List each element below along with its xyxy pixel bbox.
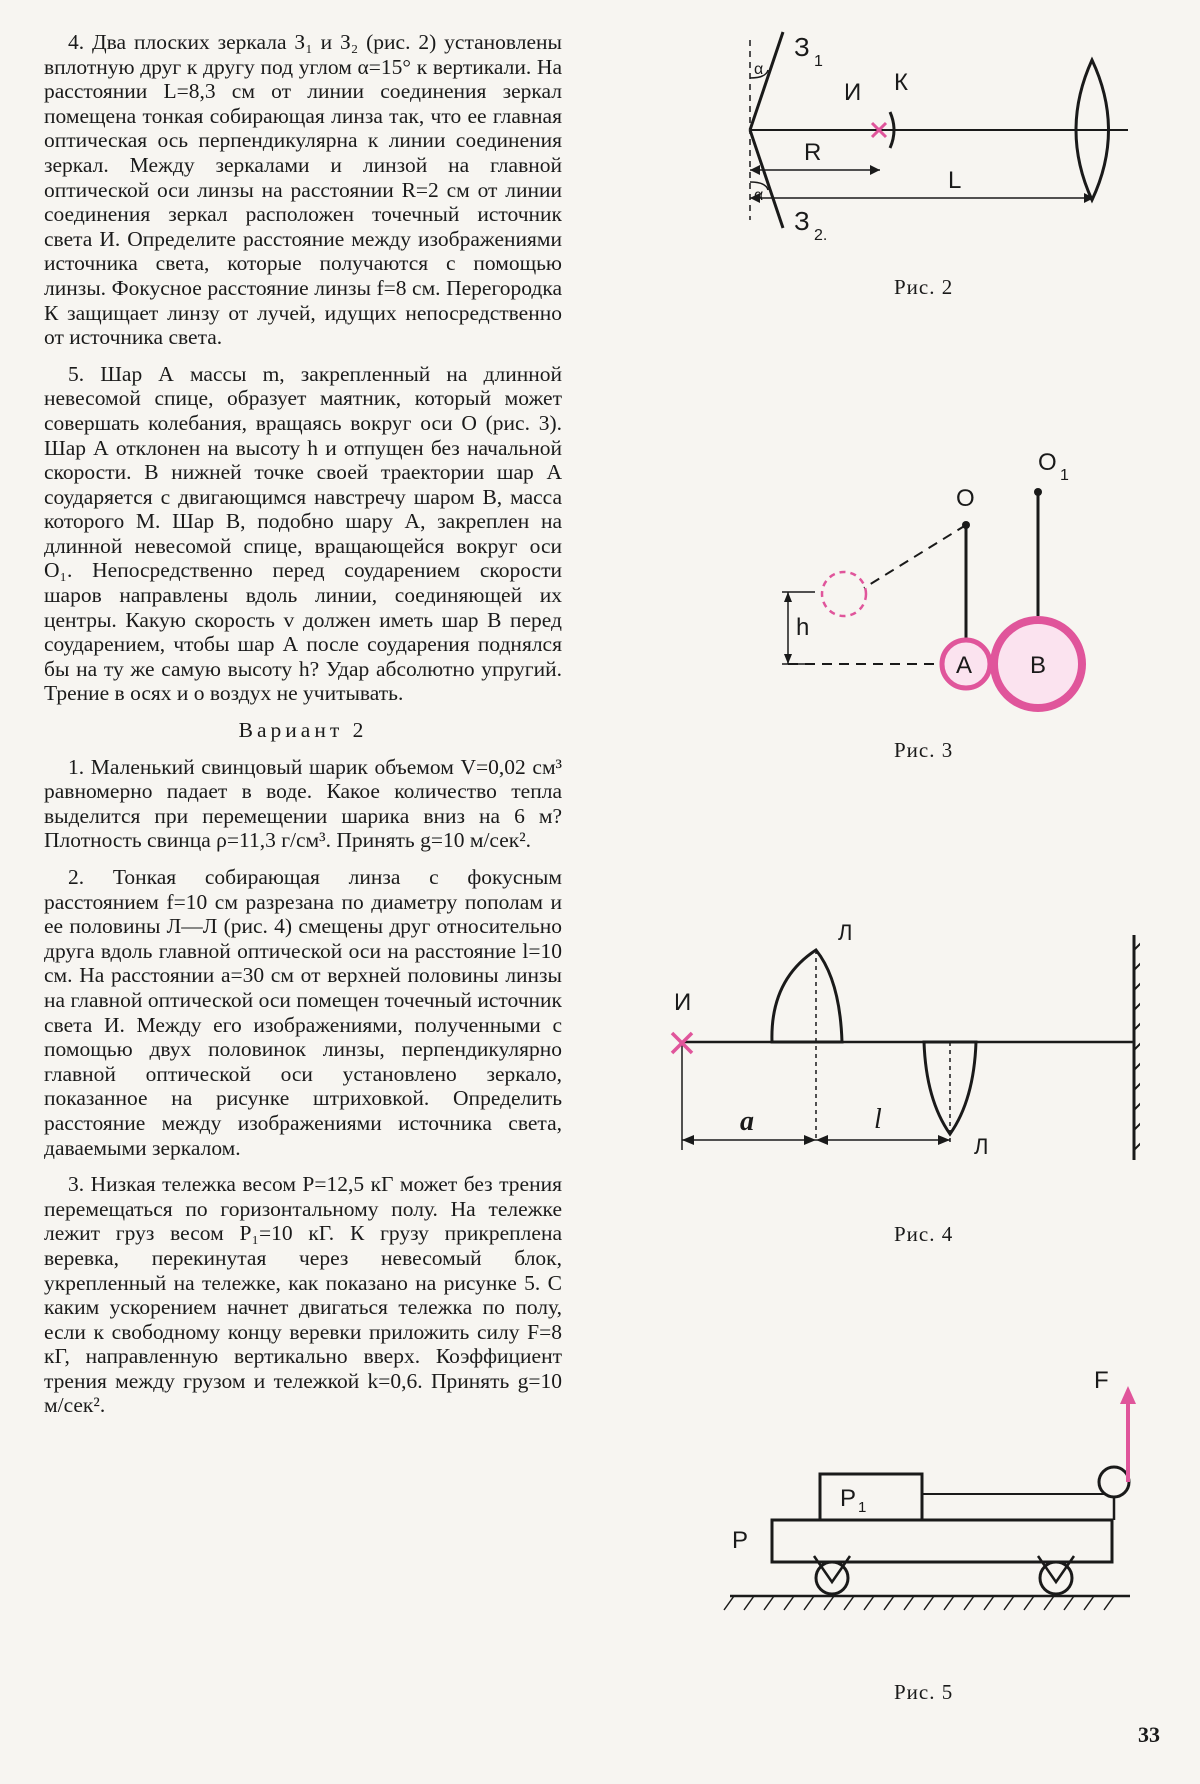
label-o1-sub: 1 xyxy=(1060,467,1069,484)
lens-half-top xyxy=(772,950,842,1042)
lens-half-bottom xyxy=(924,1042,976,1134)
label-p: P xyxy=(732,1527,749,1554)
label-l: L xyxy=(948,167,962,194)
problem-5: 5. Шар А массы m, закрепленный на длинной невесомой спице, образует маятник, который может совершать колебания, вращаясь вокруг оси О (рис. 3). Шар А отклонен на высоту h и отпущен без начальной скорости. В нижней точке своей траектории шар А соударяется с двигающимся навстречу шаром В, масса которого М. Шар В, подобно шару А, закреплен на длинной невесомой спице, вращающейся вокруг оси О₁. Непосредственно перед соударением скорости шаров направлены вдоль линии, соединяющей их центры. Какую скорость v должен иметь шар В перед соударением, чтобы шар А после соударения поднялся бы на ту же самую высоту h? Удар абсолютно упругий. Трение в осях и о воздух не учитывать. xyxy=(44,361,562,706)
label-r: R xyxy=(804,139,822,166)
caption-fig-3: Рис. 3 xyxy=(894,738,954,762)
label-screen: К xyxy=(894,69,908,96)
ball-a-displaced xyxy=(822,572,866,616)
label-p1-sub: 1 xyxy=(858,1499,867,1516)
variant2-problem-3: 3. Низкая тележка весом P=12,5 кГ может без трения перемещаться по горизонтальному полу. На тележке лежит груз весом P₁=10 кГ. К грузу прикреплена веревка, перекинутая через невесомый блок, укрепленный на тележке, как показано на рисунке 5. С каким ускорением начнет двигаться тележка по полу, если к свободному концу веревки приложить силу F=8 кГ, направленную вертикально вверх. Коэффициент трения между грузом и тележкой k=0,6. Принять g=10 м/сек². xyxy=(44,1172,562,1418)
label-lens-bottom: Л xyxy=(974,1134,989,1159)
load-p1 xyxy=(820,1474,922,1520)
label-alpha-top: α xyxy=(754,61,764,78)
label-o: О xyxy=(956,485,975,512)
mirror-z2 xyxy=(750,130,783,228)
label-z2-sub: 2. xyxy=(814,227,828,244)
variant2-problem-1: 1. Маленький свинцовый шарик объемом V=0,02 см³ равномерно падает в воде. Какое количество тепла выделится при перемещении шарика вниз на 6 м? Плотность свинца ρ=11,3 г/см³. Принять g=10 м/сек². xyxy=(44,754,562,853)
figure-4 xyxy=(660,910,1140,1170)
figure-5 xyxy=(720,1360,1150,1620)
label-f: F xyxy=(1094,1367,1109,1394)
label-source: И xyxy=(674,989,692,1016)
pulley xyxy=(1099,1467,1129,1497)
caption-fig-4: Рис. 4 xyxy=(894,1222,954,1246)
label-a: a xyxy=(740,1106,754,1137)
label-p1: P xyxy=(840,1485,857,1512)
caption-fig-2: Рис. 2 xyxy=(894,275,954,299)
figure-3 xyxy=(760,440,1100,720)
text-column xyxy=(44,30,562,1430)
label-source: И xyxy=(844,79,862,106)
variant-heading: Вариант 2 xyxy=(238,718,368,743)
label-h: h xyxy=(796,614,810,641)
label-b: В xyxy=(1030,652,1047,679)
figure-2 xyxy=(730,20,1130,250)
problem-4: 4. Два плоских зеркала З₁ и З₂ (рис. 2) установлены вплотную друг к другу под углом α=15° к вертикали. На расстоянии L=8,3 см от линии соединения зеркал помещена тонкая собирающая линза так, что ее главная оптическая ось перпендикулярна к линии соединения зеркал. Между зеркалами и линзой на главной оптической оси линзы на расстоянии R=2 см от линии соединения зеркал расположен точечный источник света И. Определите расстояние между изображениями источника света, которые получаются с помощью линзы. Фокусное расстояние линзы f=8 см. Перегородка К защищает линзу от лучей, идущих непосредственно от источника света. xyxy=(44,30,562,350)
caption-fig-5: Рис. 5 xyxy=(894,1680,954,1704)
label-lens-top: Л xyxy=(838,920,853,945)
mirror-z1 xyxy=(750,32,783,130)
label-z1: З xyxy=(794,32,810,62)
label-l: l xyxy=(874,1104,882,1135)
label-o1: О xyxy=(1038,449,1057,476)
label-z2: З xyxy=(794,206,810,236)
label-z1-sub: 1 xyxy=(814,53,823,70)
label-alpha-bottom: α xyxy=(754,187,764,204)
variant2-problem-2: 2. Тонкая собирающая линза с фокусным расстоянием f=10 см разрезана по диаметру пополам и ее половины Л—Л (рис. 4) смещены друг относительно друга вдоль главной оптической оси на расстояние l=10 см. На расстоянии a=30 см от верхней половины линзы на главной оптической оси помещен точечный источник света И. Между его изображениями, полученными с помощью двух половинок линзы, перпендикулярно главной оптической оси установлено зеркало, показанное на рисунке штриховкой. Определить расстояние между изображениями источника света, даваемыми зеркалом. xyxy=(44,865,562,1160)
cart xyxy=(772,1520,1112,1562)
page-number: 33 xyxy=(1138,1722,1160,1747)
label-a: А xyxy=(956,652,973,679)
